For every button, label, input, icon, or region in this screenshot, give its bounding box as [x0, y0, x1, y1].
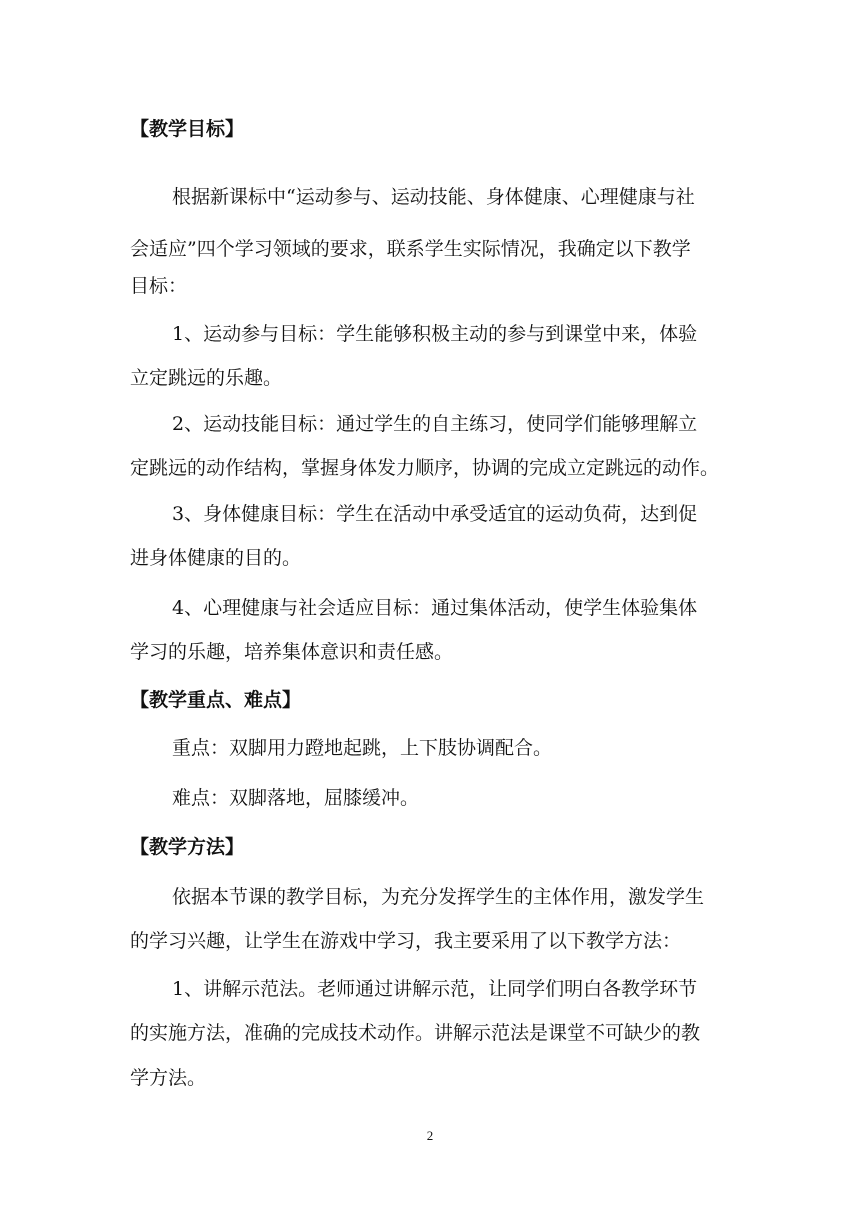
page-number: 2 [426, 1128, 434, 1143]
section-heading-methods: 【教学方法】 [130, 836, 245, 858]
paragraph-line: 依据本节课的教学目标，为充分发挥学生的主体作用，激发学生 [172, 886, 705, 908]
paragraph-line: 4、心理健康与社会适应目标：通过集体活动，使学生体验集体 [172, 597, 698, 619]
paragraph-line: 进身体健康的目的。 [130, 547, 302, 569]
section-heading-objectives: 【教学目标】 [130, 118, 245, 140]
paragraph-line: 3、身体健康目标：学生在活动中承受适宜的运动负荷，达到促 [172, 503, 698, 525]
paragraph-line: 的学习兴趣，让学生在游戏中学习，我主要采用了以下教学方法： [130, 930, 682, 952]
paragraph-line: 1、运动参与目标：学生能够积极主动的参与到课堂中来，体验 [172, 323, 698, 345]
paragraph-line: 重点：双脚用力蹬地起跳，上下肢协调配合。 [172, 737, 553, 759]
paragraph-line: 目标： [130, 275, 188, 297]
section-heading-key-points: 【教学重点、难点】 [130, 689, 302, 711]
paragraph-line: 的实施方法，准确的完成技术动作。讲解示范法是课堂不可缺少的教 [130, 1022, 701, 1044]
paragraph-line: 学方法。 [130, 1067, 207, 1089]
paragraph-line: 学习的乐趣，培养集体意识和责任感。 [130, 641, 454, 663]
paragraph-line: 难点：双脚落地，屈膝缓冲。 [172, 787, 420, 809]
paragraph-line: 会适应”四个学习领域的要求，联系学生实际情况，我确定以下教学 [130, 238, 691, 260]
paragraph-line: 1、讲解示范法。老师通过讲解示范，让同学们明白各教学环节 [172, 978, 698, 1000]
paragraph-line: 立定跳远的乐趣。 [130, 367, 283, 389]
paragraph-line: 2、运动技能目标：通过学生的自主练习，使同学们能够理解立 [172, 413, 698, 435]
paragraph-line: 根据新课标中“运动参与、运动技能、身体健康、心理健康与社 [172, 186, 695, 208]
paragraph-line: 定跳远的动作结构，掌握身体发力顺序，协调的完成立定跳远的动作。 [130, 457, 720, 479]
